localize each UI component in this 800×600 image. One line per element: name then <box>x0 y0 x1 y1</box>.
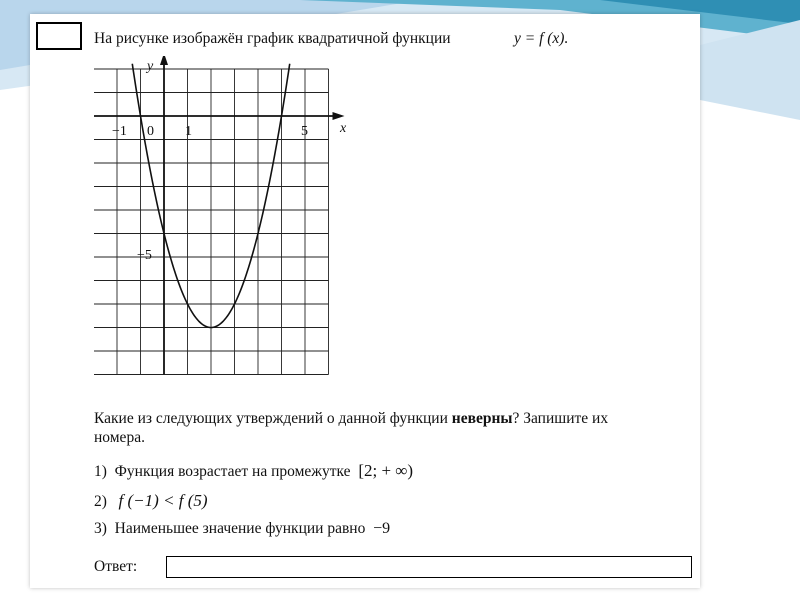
x-axis-arrow <box>333 112 345 120</box>
question-suffix: ? Запишите их <box>512 410 609 427</box>
answer-field[interactable] <box>166 556 692 578</box>
y-axis-arrow <box>160 56 168 65</box>
option-2-math: f (−1) < f (5) <box>118 491 208 510</box>
option-2-number: 2) <box>94 493 107 510</box>
answer-label: Ответ: <box>94 558 138 575</box>
x-axis-label: x <box>340 121 347 136</box>
quadratic-graph <box>94 56 356 398</box>
option-3 <box>94 520 390 538</box>
x-tick-five: 5 <box>301 124 308 139</box>
y-axis-label: y <box>147 59 154 74</box>
x-tick-one: 1 <box>185 124 192 139</box>
function-label: y = f (x). <box>514 30 569 47</box>
option-3-number: 3) <box>94 520 107 537</box>
graph-grid <box>94 69 329 375</box>
task-prompt: На рисунке изображён график квадратичной функции <box>94 30 451 47</box>
option-1-number: 1) <box>94 463 107 480</box>
option-3-math: −9 <box>373 520 391 537</box>
y-tick-neg-five: −5 <box>137 248 152 263</box>
x-tick-neg-one: −1 <box>112 124 127 139</box>
question-prefix: Какие из следующих утверждений о данной функции <box>94 410 448 427</box>
task-number-box <box>36 22 82 50</box>
option-1 <box>94 461 413 481</box>
option-1-text: Функция возрастает на промежутке <box>114 463 351 480</box>
question-line-1 <box>94 410 608 428</box>
graph-axes <box>94 56 345 375</box>
x-tick-zero: 0 <box>147 124 154 139</box>
option-2 <box>94 491 208 511</box>
option-3-text: Наименьшее значение функции равно <box>114 520 366 537</box>
option-1-math: [2; + ∞) <box>358 461 414 480</box>
question-line-2: номера. <box>94 429 145 446</box>
question-emphasis: неверны <box>451 410 513 427</box>
